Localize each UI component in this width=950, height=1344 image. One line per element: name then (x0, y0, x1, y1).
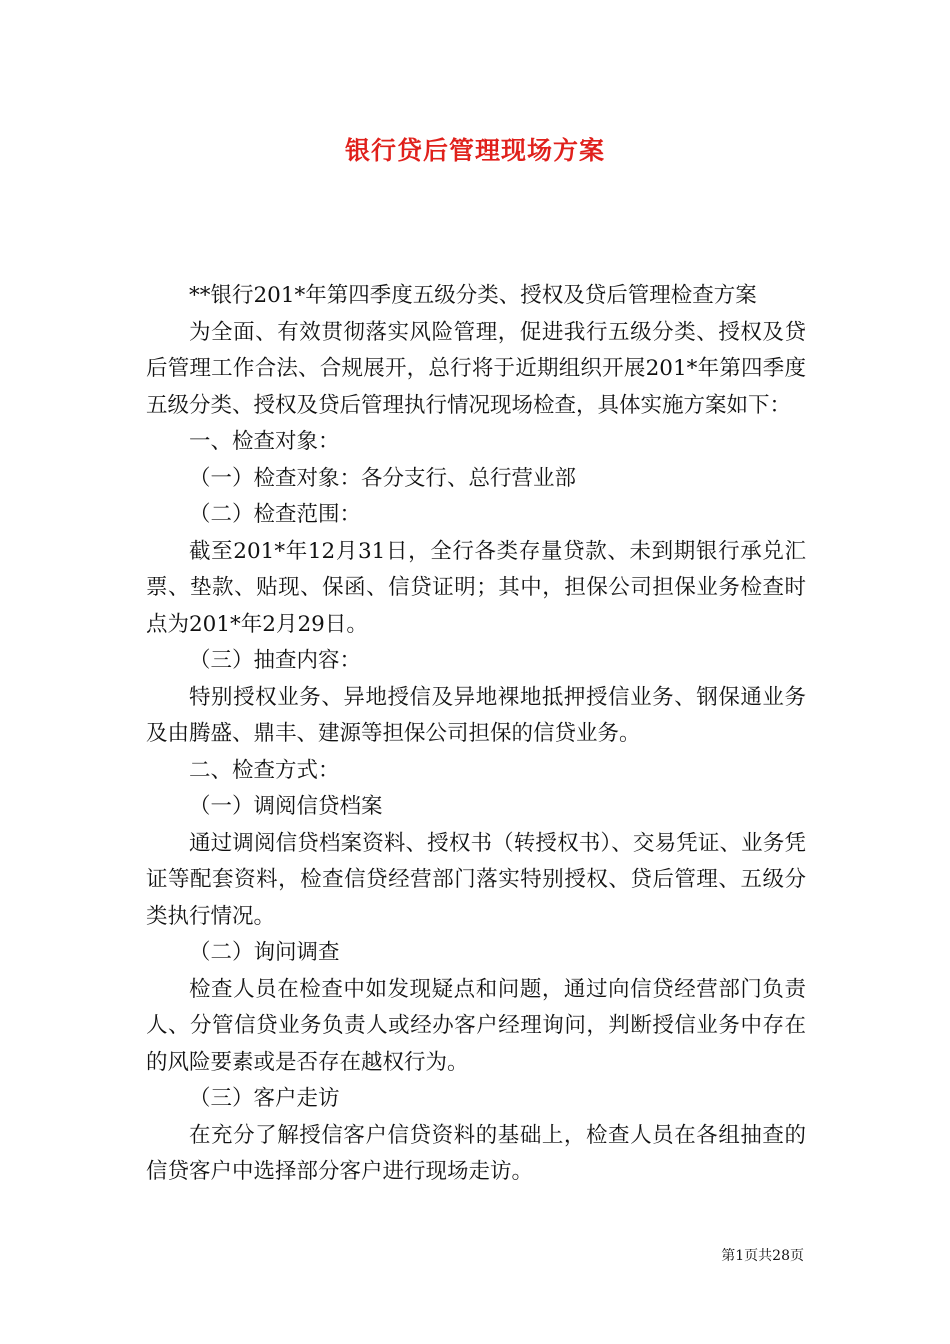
paragraph-sampling: 特别授权业务、异地授信及异地裸地抵押授信业务、钢保通业务及由腾盛、鼎丰、建源等担保公司担保的信贷业务。 (146, 684, 806, 746)
page-number: 第1页共28页 (721, 1248, 804, 1264)
subsection-archives: （一）调阅信贷档案 (189, 794, 383, 819)
subsection-inquiry: （二）询问调查 (189, 940, 340, 965)
paragraph-visits: 在充分了解授信客户信贷资料的基础上，检查人员在各组抽查的信贷客户中选择部分客户进行现场走访。 (146, 1122, 806, 1184)
subsection-scope: （二）检查范围： (189, 502, 362, 527)
document-title: 银行贷后管理现场方案 (344, 136, 605, 165)
subsection-targets: （一）检查对象：各分支行、总行营业部 (189, 465, 577, 491)
paragraph-inquiry: 检查人员在检查中如发现疑点和问题，通过向信贷经营部门负责人、分管信贷业务负责人或经办客户经理询问，判断授信业务中存在的风险要素或是否存在越权行为。 (146, 976, 806, 1075)
paragraph-archives: 通过调阅信贷档案资料、授权书（转授权书）、交易凭证、业务凭证等配套资料，检查信贷经营部门落实特别授权、贷后管理、五级分类执行情况。 (146, 830, 806, 929)
paragraph-intro: 为全面、有效贯彻落实风险管理，促进我行五级分类、授权及贷后管理工作合法、合规展开，总行将于近期组织开展201*年第四季度五级分类、授权及贷后管理执行情况现场检查，具体实施方案如下： (146, 319, 806, 418)
section-heading-methods: 二、检查方式： (189, 757, 340, 783)
paragraph-scope: 截至201*年12月31日，全行各类存量贷款、未到期银行承兑汇票、垫款、贴现、保函、信贷证明；其中，担保公司担保业务检查时点为201*年2月29日。 (146, 538, 806, 637)
subsection-visits: （三）客户走访 (189, 1086, 340, 1111)
paragraph-plan-heading: **银行201*年第四季度五级分类、授权及贷后管理检查方案 (189, 283, 757, 308)
section-heading-targets: 一、检查对象： (189, 429, 340, 454)
subsection-sampling: （三）抽查内容： (189, 648, 362, 673)
document-body (146, 278, 806, 1191)
